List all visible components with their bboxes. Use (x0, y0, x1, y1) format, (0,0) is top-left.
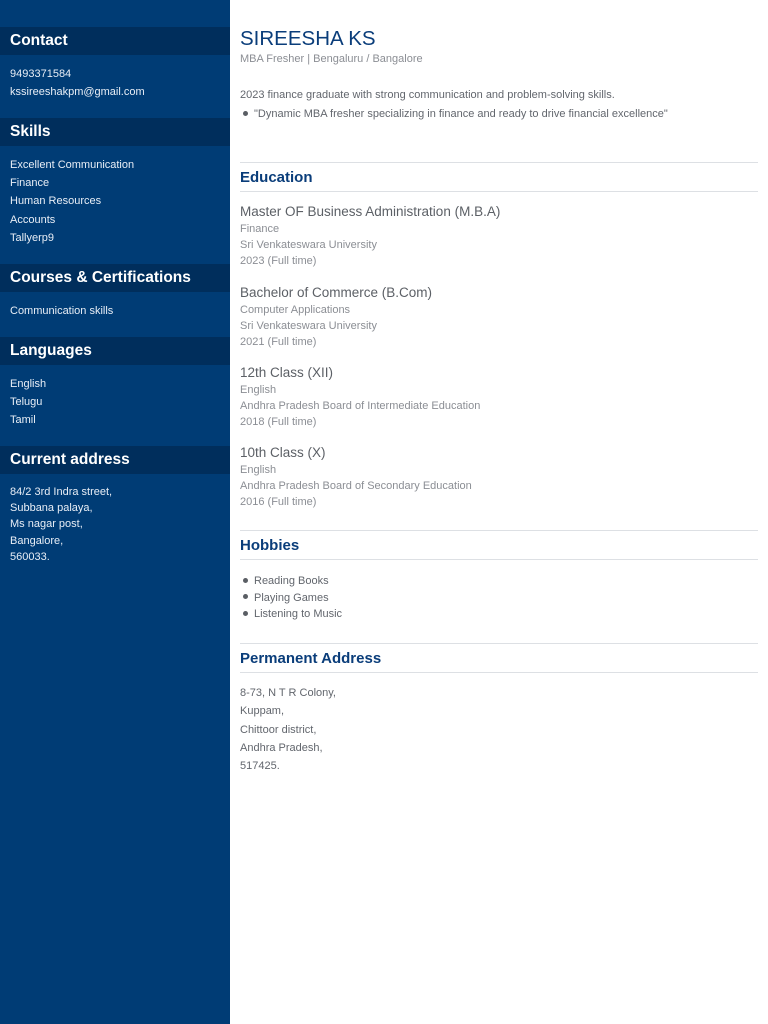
education-field: English (240, 384, 277, 396)
education-title: Education (240, 162, 758, 192)
language-item: English (10, 378, 47, 390)
education-year: 2023 (Full time) (240, 255, 317, 268)
bullet-icon (243, 578, 248, 583)
current-address-header: Current address (0, 446, 230, 474)
education-degree: Master OF Business Administration (M.B.A) (240, 204, 501, 219)
hobby-label: Listening to Music (254, 608, 343, 621)
bullet-icon (243, 111, 248, 116)
language-item: Telugu (10, 396, 43, 408)
objective-item (243, 108, 668, 120)
skill-item: Human Resources (10, 195, 102, 208)
address-line: Chittoor district, (240, 723, 317, 736)
hobby-label: Reading Books (254, 575, 329, 587)
education-year: 2021 (Full time) (240, 336, 317, 349)
bullet-icon (243, 594, 248, 599)
education-degree: 10th Class (X) (240, 445, 326, 460)
sidebar (0, 0, 230, 1024)
current-address-section (0, 446, 230, 565)
hobby-item (243, 590, 342, 607)
address-line: Kuppam, (240, 705, 285, 718)
skills-header: Skills (0, 118, 230, 146)
education-institution: Andhra Pradesh Board of Intermediate Education (240, 400, 481, 413)
languages-section (0, 337, 230, 429)
education-institution: Sri Venkateswara University (240, 239, 377, 252)
summary-text: 2023 finance graduate with strong communication and problem-solving skills. (240, 89, 615, 101)
hobby-label: Playing Games (254, 591, 329, 604)
address-line: Bangalore, (10, 534, 64, 547)
education-entry (240, 444, 758, 511)
skill-item: Finance (10, 177, 50, 190)
education-entry (240, 203, 758, 270)
education-entry (240, 284, 758, 351)
bullet-icon (243, 611, 248, 616)
contact-section (0, 27, 230, 101)
skills-section (0, 118, 230, 247)
skill-item: Tallyerp9 (10, 231, 55, 244)
education-degree: Bachelor of Commerce (B.Com) (240, 285, 433, 300)
education-institution: Sri Venkateswara University (240, 320, 377, 333)
education-institution: Andhra Pradesh Board of Secondary Education (240, 480, 472, 493)
email-address: kssireeshakpm@gmail.com (10, 86, 145, 98)
phone-number: 9493371584 (10, 68, 72, 80)
permanent-address-title: Permanent Address (240, 643, 758, 673)
candidate-name: SIREESHA KS (240, 27, 376, 50)
hobby-item (243, 573, 342, 590)
hobbies-title: Hobbies (240, 530, 758, 560)
skill-item: Accounts (10, 213, 56, 226)
address-line: 84/2 3rd Indra street, (10, 486, 113, 498)
address-line: 560033. (10, 550, 50, 563)
education-degree: 12th Class (XII) (240, 365, 334, 380)
language-item: Tamil (10, 414, 36, 426)
candidate-subtitle: MBA Fresher | Bengaluru / Bangalore (240, 53, 423, 65)
address-line: Andhra Pradesh, (240, 741, 323, 754)
education-year: 2018 (Full time) (240, 416, 317, 429)
address-line: Ms nagar post, (10, 518, 83, 531)
address-line: 517425. (240, 760, 280, 773)
hobbies-list (243, 573, 342, 623)
education-field: English (240, 464, 277, 476)
languages-header: Languages (0, 337, 230, 365)
course-item: Communication skills (10, 305, 114, 317)
courses-section (0, 264, 230, 320)
objective-text: "Dynamic MBA fresher specializing in finance and ready to drive financial excellence" (254, 108, 668, 120)
permanent-address (240, 684, 336, 775)
contact-header: Contact (0, 27, 230, 55)
education-field: Computer Applications (240, 304, 351, 316)
address-line: Subbana palaya, (10, 502, 93, 515)
courses-header: Courses & Certifications (0, 264, 230, 292)
education-entry (240, 364, 758, 431)
address-line: 8-73, N T R Colony, (240, 687, 336, 699)
education-year: 2016 (Full time) (240, 496, 317, 509)
hobby-item (243, 606, 342, 623)
education-field: Finance (240, 223, 280, 235)
skill-item: Excellent Communication (10, 159, 135, 171)
